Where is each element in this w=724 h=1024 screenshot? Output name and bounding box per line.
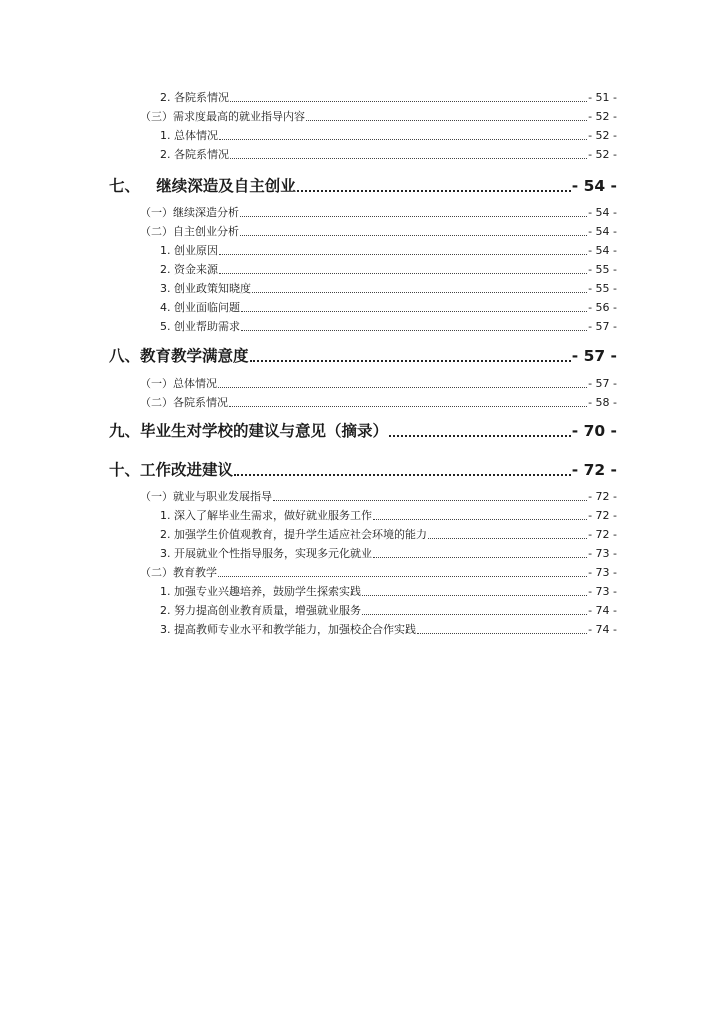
- toc-entry-page: - 52 -: [588, 110, 617, 123]
- dot-leader: [241, 311, 587, 312]
- toc-entry-page: - 52 -: [588, 129, 617, 142]
- dot-leader: [389, 435, 571, 437]
- toc-entry[interactable]: [160, 526, 617, 542]
- toc-entry-label: （二）自主创业分析: [140, 225, 239, 238]
- toc-entry[interactable]: [140, 204, 617, 220]
- toc-entry[interactable]: [160, 545, 617, 561]
- toc-entry-page: - 72 -: [588, 528, 617, 541]
- toc-chapter-label: 八、教育教学满意度: [109, 347, 249, 365]
- toc-entry-label: 4. 创业面临问题: [160, 301, 240, 314]
- toc-entry-label: （二）教育教学: [140, 566, 217, 579]
- dot-leader: [218, 387, 587, 388]
- dot-leader: [373, 557, 587, 558]
- toc-entry[interactable]: [140, 375, 617, 391]
- toc-entry-page: - 73 -: [588, 566, 617, 579]
- toc-chapter-entry[interactable]: [109, 174, 617, 196]
- toc-entry-label: （一）继续深造分析: [140, 206, 239, 219]
- dot-leader: [250, 360, 571, 362]
- toc-chapter-entry[interactable]: [109, 344, 617, 366]
- dot-leader: [241, 330, 587, 331]
- toc-entry[interactable]: [140, 564, 617, 580]
- dot-leader: [306, 120, 587, 121]
- dot-leader: [234, 474, 571, 476]
- toc-chapter-entry[interactable]: [109, 419, 617, 441]
- toc-chapter-entry[interactable]: [109, 458, 617, 480]
- toc-entry[interactable]: [160, 280, 617, 296]
- toc-entry[interactable]: [160, 299, 617, 315]
- toc-entry-page: - 74 -: [588, 623, 617, 636]
- toc-entry-label: 5. 创业帮助需求: [160, 320, 240, 333]
- toc-entry-label: 1. 深入了解毕业生需求，做好就业服务工作: [160, 509, 372, 522]
- toc-entry[interactable]: [160, 89, 617, 105]
- toc-entry[interactable]: [140, 223, 617, 239]
- toc-entry-page: - 57 -: [588, 377, 617, 390]
- toc-entry[interactable]: [160, 127, 617, 143]
- dot-leader: [230, 158, 587, 159]
- toc-entry-label: 2. 加强学生价值观教育，提升学生适应社会环境的能力: [160, 528, 427, 541]
- toc-entry[interactable]: [140, 488, 617, 504]
- toc-entry[interactable]: [160, 621, 617, 637]
- toc-entry-page: - 74 -: [588, 604, 617, 617]
- dot-leader: [219, 254, 587, 255]
- dot-leader: [297, 190, 571, 192]
- toc-chapter-page: - 57 -: [571, 347, 617, 365]
- dot-leader: [240, 235, 587, 236]
- dot-leader: [219, 139, 587, 140]
- dot-leader: [362, 595, 587, 596]
- toc-entry-page: - 57 -: [588, 320, 617, 333]
- toc-entry[interactable]: [160, 146, 617, 162]
- toc-entry-label: 2. 资金来源: [160, 263, 218, 276]
- dot-leader: [240, 216, 587, 217]
- toc-entry-label: 3. 开展就业个性指导服务，实现多元化就业: [160, 547, 372, 560]
- toc-chapter-page: - 70 -: [571, 422, 617, 440]
- toc-entry-page: - 56 -: [588, 301, 617, 314]
- toc-entry-page: - 55 -: [588, 263, 617, 276]
- toc-entry[interactable]: [160, 507, 617, 523]
- dot-leader: [218, 576, 587, 577]
- toc-entry-page: - 73 -: [588, 547, 617, 560]
- toc-entry-label: 2. 各院系情况: [160, 91, 229, 104]
- dot-leader: [417, 633, 587, 634]
- dot-leader: [373, 519, 587, 520]
- toc-entry[interactable]: [160, 583, 617, 599]
- toc-entry-page: - 54 -: [588, 206, 617, 219]
- dot-leader: [428, 538, 587, 539]
- toc-entry[interactable]: [160, 261, 617, 277]
- toc-entry[interactable]: [160, 242, 617, 258]
- toc-entry[interactable]: [140, 394, 617, 410]
- toc-entry-page: - 72 -: [588, 490, 617, 503]
- dot-leader: [273, 500, 587, 501]
- toc-entry-label: 2. 努力提高创业教育质量，增强就业服务: [160, 604, 361, 617]
- toc-entry-label: 3. 创业政策知晓度: [160, 282, 251, 295]
- toc-entry-page: - 58 -: [588, 396, 617, 409]
- toc-entry-page: - 55 -: [588, 282, 617, 295]
- toc-entry-label: 1. 创业原因: [160, 244, 218, 257]
- toc-entry-label: （二）各院系情况: [140, 396, 228, 409]
- toc-entry-label: 1. 总体情况: [160, 129, 218, 142]
- toc-chapter-label: 七、 继续深造及自主创业: [109, 177, 296, 195]
- toc-entry-page: - 54 -: [588, 225, 617, 238]
- toc-chapter-page: - 72 -: [571, 461, 617, 479]
- toc-entry-label: 1. 加强专业兴趣培养，鼓励学生探索实践: [160, 585, 361, 598]
- dot-leader: [362, 614, 587, 615]
- dot-leader: [230, 101, 587, 102]
- toc-entry-page: - 52 -: [588, 148, 617, 161]
- toc-chapter-label: 十、工作改进建议: [109, 461, 234, 479]
- toc-entry-label: 2. 各院系情况: [160, 148, 229, 161]
- toc-entry-label: 3. 提高教师专业水平和教学能力，加强校企合作实践: [160, 623, 416, 636]
- toc-entry-label: （三）需求度最高的就业指导内容: [140, 110, 305, 123]
- toc-entry-page: - 73 -: [588, 585, 617, 598]
- toc-entry-page: - 51 -: [588, 91, 617, 104]
- dot-leader: [219, 273, 587, 274]
- toc-entry-label: （一）就业与职业发展指导: [140, 490, 272, 503]
- toc-entry[interactable]: [160, 318, 617, 334]
- dot-leader: [229, 406, 587, 407]
- toc-chapter-label: 九、毕业生对学校的建议与意见（摘录）: [109, 422, 389, 440]
- toc-entry[interactable]: [140, 108, 617, 124]
- toc-entry-page: - 54 -: [588, 244, 617, 257]
- dot-leader: [252, 292, 587, 293]
- toc-chapter-page: - 54 -: [571, 177, 617, 195]
- toc-entry[interactable]: [160, 602, 617, 618]
- toc-entry-page: - 72 -: [588, 509, 617, 522]
- toc-entry-label: （一）总体情况: [140, 377, 217, 390]
